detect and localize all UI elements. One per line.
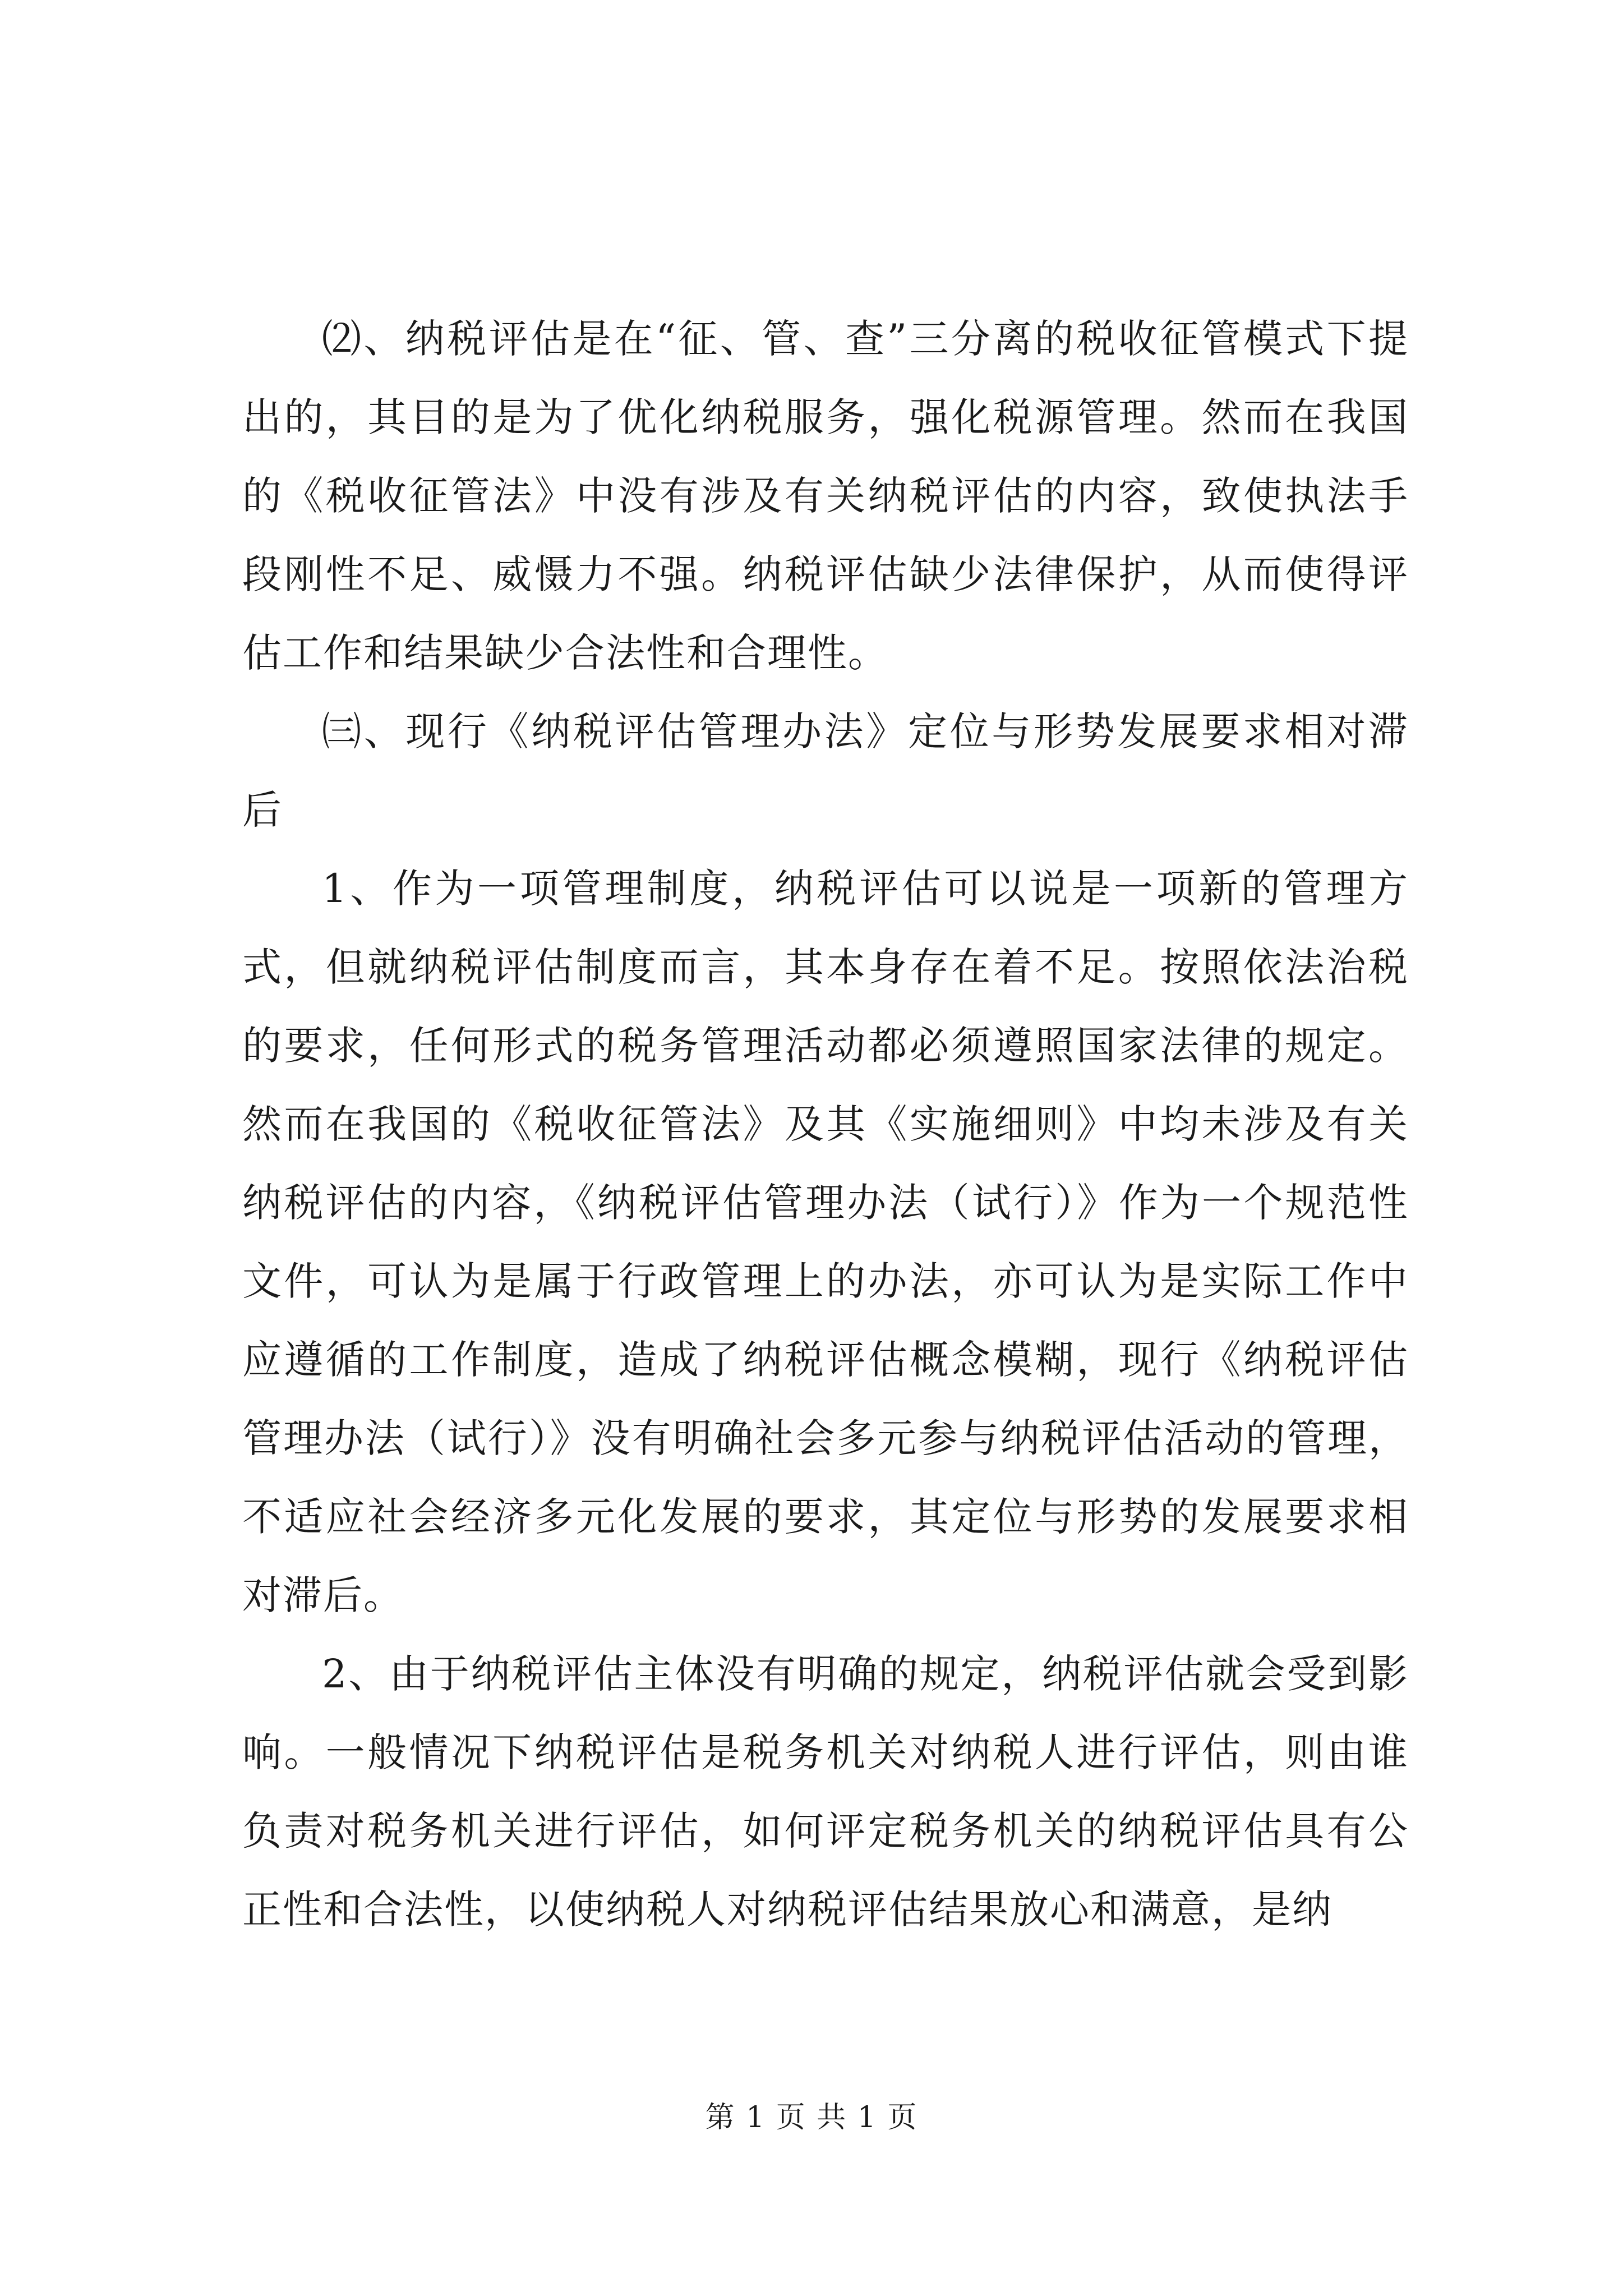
- section-heading-3: ㈢、现行《纳税评估管理办法》定位与形势发展要求相对滞后: [242, 708, 1409, 833]
- page-footer: 第 1 页 共 1 页: [705, 2101, 918, 2134]
- paragraph-2-evaluation-subject: 2、由于纳税评估主体没有明确的规定，纳税评估就会受到影响。一般情况下纳税评估是税务机关对纳税人进行评估，则由谁负责对税务机关进行评估，如何评定税务机关的纳税评估具有公正性和合法性，以使纳税人对纳税评估结果放心和满意，是纳: [242, 1651, 1409, 1932]
- paragraph-2-legal-basis: ⑵、纳税评估是在“征、管、查”三分离的税收征管模式下提出的，其目的是为了优化纳税服务，强化税源管理。然而在我国的《税收征管法》中没有涉及有关纳税评估的内容，致使执法手段刚性不足、威慑力不强。纳税评估缺少法律保护，从而使得评估工作和结果缺少合法性和合理性。: [242, 316, 1409, 676]
- paragraph-1-management-system: 1、作为一项管理制度，纳税评估可以说是一项新的管理方式，但就纳税评估制度而言，其本身存在着不足。按照依法治税的要求，任何形式的税务管理活动都必须遵照国家法律的规定。然而在我国的《税收征管法》及其《实施细则》中均未涉及有关纳税评估的内容，《纳税评估管理办法（试行）》作为一个规范性文件，可认为是属于行政管理上的办法，亦可认为是实际工作中应遵循的工作制度，造成了纳税评估概念模糊，现行《纳税评估管理办法（试行）》没有明确社会多元参与纳税评估活动的管理，不适应社会经济多元化发展的要求，其定位与形势的发展要求相对滞后。: [242, 866, 1409, 1618]
- document-body: [242, 300, 1409, 1949]
